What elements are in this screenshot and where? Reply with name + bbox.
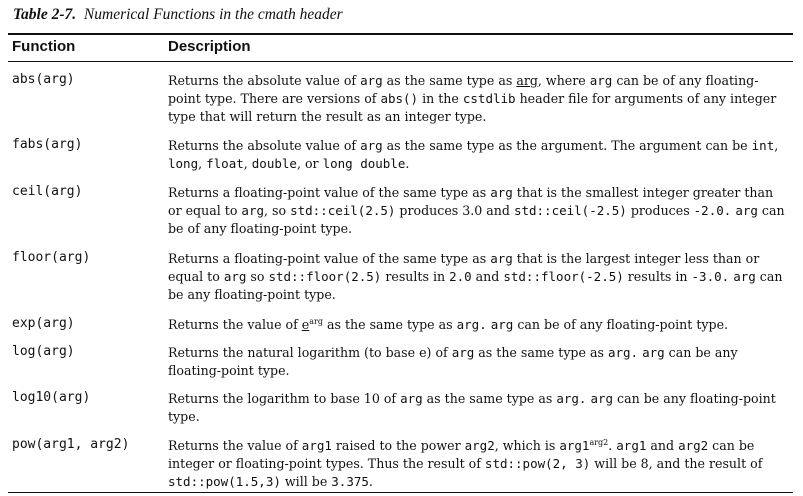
description-text: , which is [494, 438, 560, 453]
description-text: Returns the natural logarithm (to base e) of [168, 345, 452, 360]
description-text: results in [381, 269, 450, 284]
code-text: int [751, 138, 775, 153]
code-text: -2.0. [693, 203, 732, 218]
description-text: can be of any floating-point type. [168, 203, 785, 236]
code-text: 3.375 [331, 474, 369, 489]
description-text: in the [418, 91, 463, 106]
code-text: arg [733, 269, 756, 284]
code-text: arg. [607, 345, 639, 360]
description-text: can be of any floating-point type. [513, 317, 729, 332]
code-text: std::floor(-2.5) [503, 269, 624, 284]
code-text: arg. [556, 391, 587, 406]
description-text: as the same type as [382, 73, 517, 88]
code-text: cstdlib [462, 91, 516, 106]
description-text: produces 3.0 and [395, 203, 514, 218]
description-text: Returns the value of [168, 317, 302, 332]
table-row-function: floor(arg) [12, 250, 91, 265]
description-text: , where [537, 73, 590, 88]
code-text: std::pow(2, 3) [484, 456, 591, 471]
code-text: arg [642, 345, 665, 360]
code-text: 2.0 [449, 269, 472, 284]
description-text: raised to the power [331, 438, 465, 453]
description-text: Returns the logarithm to base 10 of [168, 391, 401, 406]
code-text: arg [360, 138, 383, 153]
description-text: , [198, 156, 207, 171]
description-text: can be of any floating-point type. There are versions of [168, 73, 759, 106]
description-text: . [368, 474, 373, 489]
description-text: will be 8, and the result of [590, 456, 763, 471]
description-text: Returns the absolute value of [168, 138, 361, 153]
table-top-rule [8, 33, 793, 35]
table-row-function: ceil(arg) [12, 184, 83, 199]
underlined-text: arg [516, 73, 538, 88]
table-row-description [168, 344, 788, 380]
code-text: arg1 [301, 438, 332, 453]
description-text: can be any floating-point type. [168, 391, 776, 424]
column-header-function: Function [12, 38, 76, 55]
code-text: arg [735, 203, 758, 218]
code-text: arg. [456, 317, 487, 332]
code-text: arg [589, 73, 613, 88]
description-text: , [774, 138, 779, 153]
description-text: can be integer or floating-point types. Thus the result of [168, 438, 755, 471]
code-text: arg [400, 391, 423, 406]
code-text: arg [490, 317, 514, 332]
description-text: Returns a floating-point value of the same type as [168, 185, 491, 200]
table-row-description [168, 250, 788, 304]
code-text: arg [360, 73, 383, 88]
table-row-description [168, 437, 788, 491]
table-row-function: fabs(arg) [12, 137, 83, 152]
table-row-function: log10(arg) [12, 390, 91, 405]
caption-title: Numerical Functions in the cmath header [83, 6, 343, 23]
table-row-function: pow(arg1, arg2) [12, 437, 130, 452]
code-text: arg1 [559, 438, 590, 453]
table-row-description [168, 390, 788, 426]
code-text: -3.0. [691, 269, 730, 284]
table-header-rule [8, 61, 793, 62]
code-text: arg2 [678, 438, 709, 453]
description-text: that is the largest integer less than or equal to [168, 251, 760, 284]
caption-label: Table 2-7. [13, 6, 77, 23]
code-text: std::ceil(-2.5) [513, 203, 627, 218]
description-text: , or [296, 156, 323, 171]
description-text: , so [264, 203, 291, 218]
code-text: arg [490, 185, 513, 200]
description-text: header file for arguments of any integer type that will return the result as an integer type. [168, 91, 777, 124]
superscript-text: arg2 [589, 437, 609, 447]
description-text: and [471, 269, 504, 284]
code-text: arg [590, 391, 614, 406]
code-text: arg2 [464, 438, 495, 453]
code-text: float [206, 156, 244, 171]
description-text: . [608, 438, 617, 453]
code-text: arg [451, 345, 475, 360]
description-text: can be any floating-point type. [168, 345, 738, 378]
table-row-function: log(arg) [12, 344, 75, 359]
code-text: arg [490, 251, 513, 266]
description-text: can be any floating-point type. [168, 269, 783, 302]
column-header-description: Description [168, 38, 251, 55]
description-text: produces [626, 203, 694, 218]
code-text: std::pow(1.5,3) [168, 474, 281, 489]
underlined-text: e [301, 317, 310, 332]
table-row-description [168, 72, 788, 126]
description-text: , [243, 156, 252, 171]
description-text: results in [623, 269, 692, 284]
table-row-description [168, 184, 788, 238]
description-text: . [405, 156, 410, 171]
code-text: arg1 [616, 438, 647, 453]
code-text: long [168, 156, 199, 171]
table-row-description [168, 316, 788, 334]
description-text: as the same type as the argument. The argument can be [382, 138, 752, 153]
table-caption [13, 6, 343, 24]
description-text: and [646, 438, 679, 453]
table-row-description [168, 137, 788, 173]
code-text: arg [241, 203, 264, 218]
description-text: that is the smallest integer greater than or equal to [168, 185, 774, 218]
description-text: as the same type as [422, 391, 557, 406]
description-text: will be [280, 474, 332, 489]
description-text: Returns the absolute value of [168, 73, 361, 88]
code-text: arg [223, 269, 247, 284]
superscript-text: arg [309, 316, 323, 326]
table-row-function: exp(arg) [12, 316, 75, 331]
description-text: Returns the value of [168, 438, 302, 453]
code-text: long double [322, 156, 406, 171]
code-text: std::floor(2.5) [268, 269, 382, 284]
table-row-function: abs(arg) [12, 72, 75, 87]
description-text: Returns a floating-point value of the same type as [168, 251, 491, 266]
description-text: as the same type as [322, 317, 457, 332]
description-text: as the same type as [474, 345, 608, 360]
description-text: so [246, 269, 269, 284]
code-text: abs() [380, 91, 419, 106]
code-text: double [251, 156, 297, 171]
table-bottom-rule [8, 492, 793, 493]
code-text: std::ceil(2.5) [290, 203, 396, 218]
